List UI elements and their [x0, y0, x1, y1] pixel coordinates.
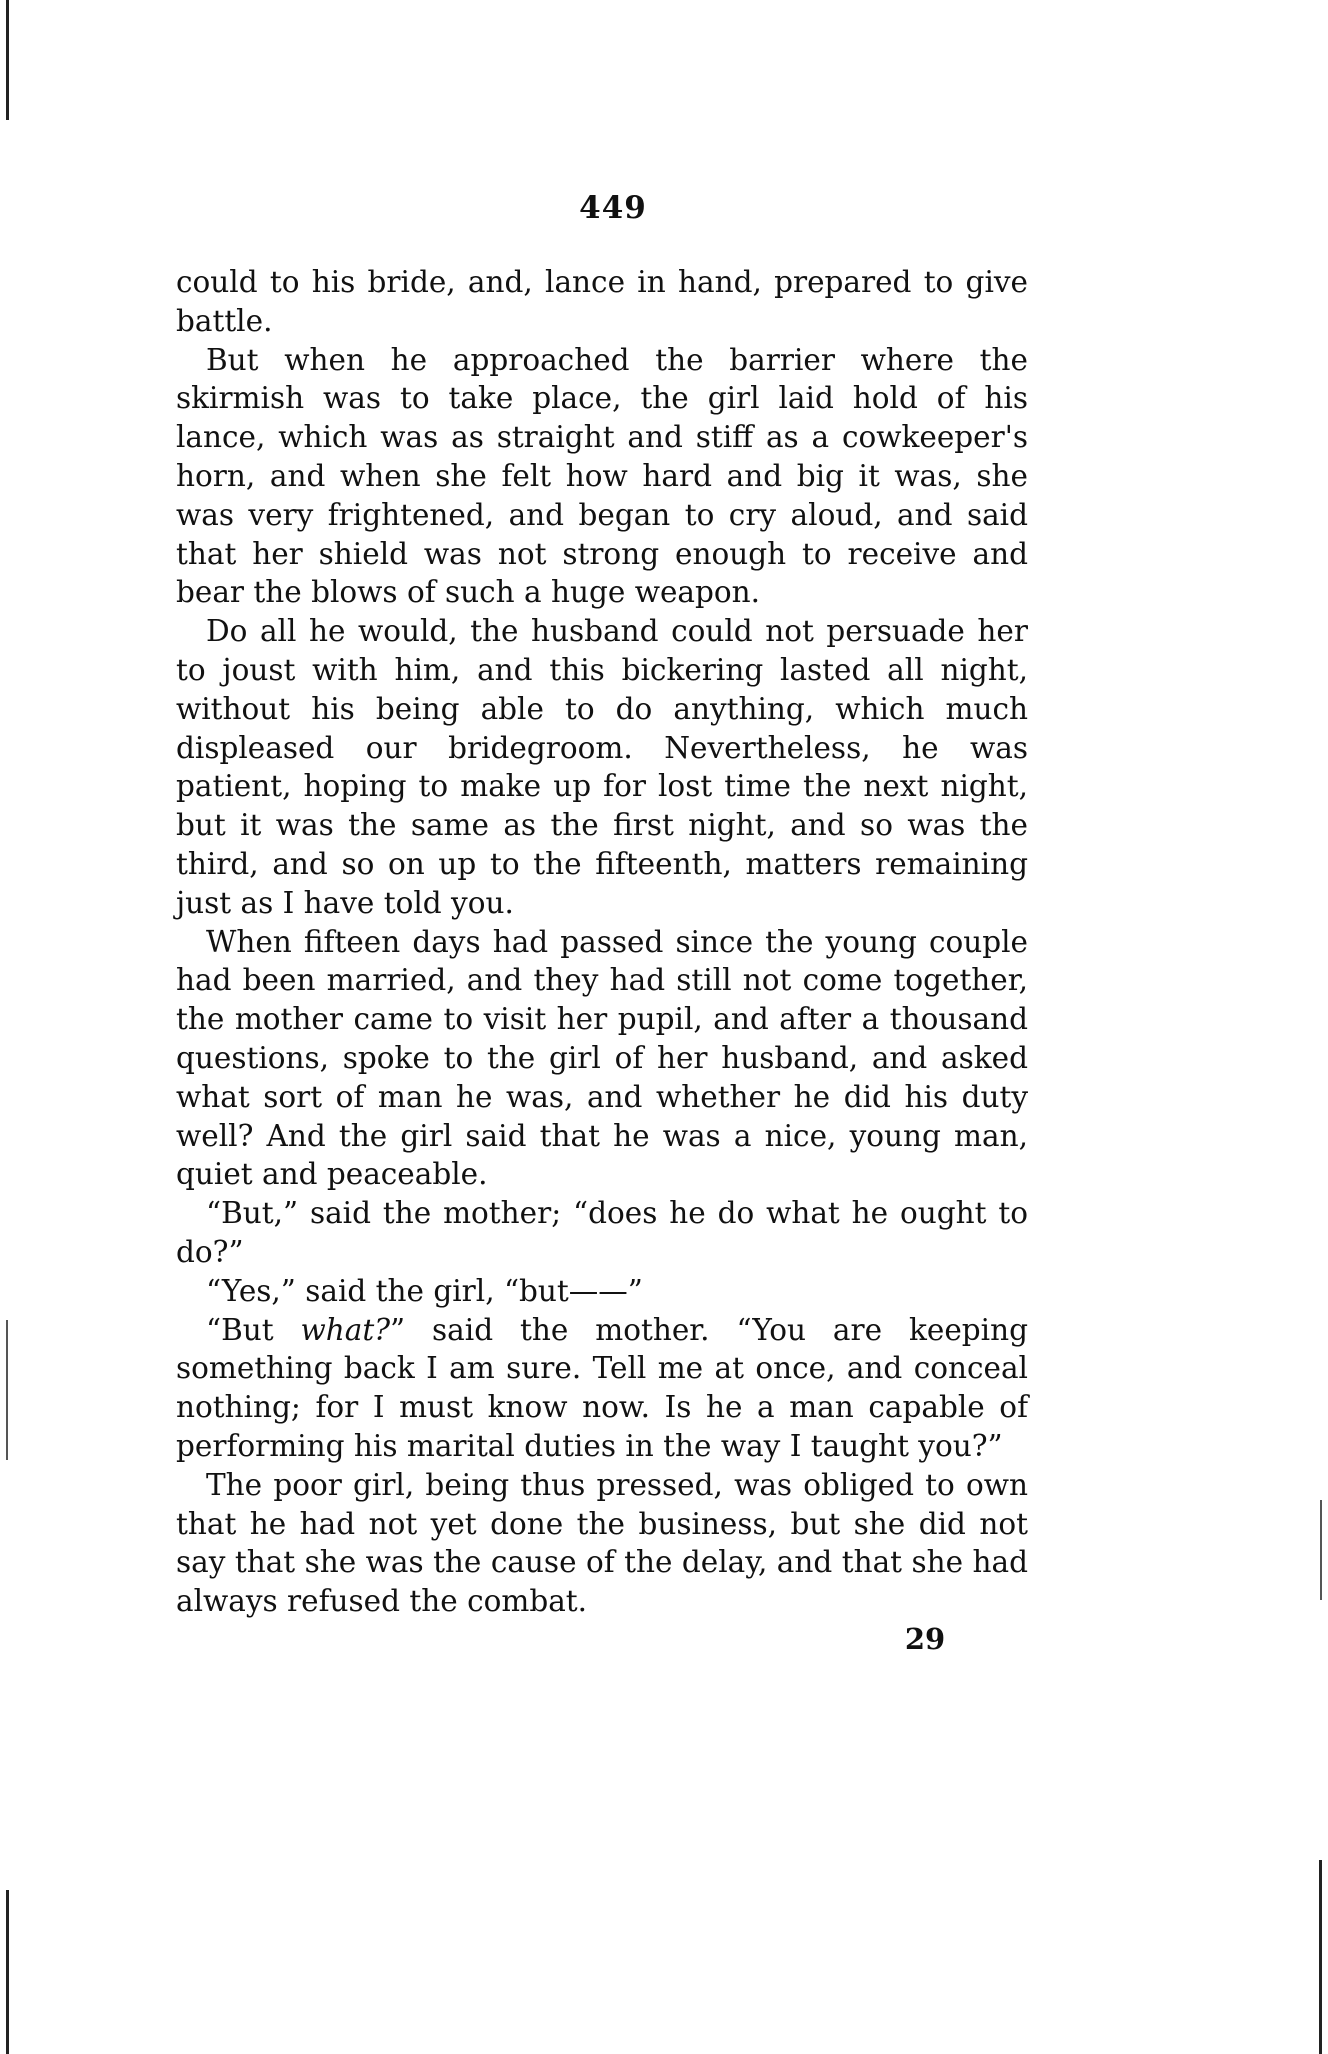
scan-edge-line [1320, 1500, 1322, 1600]
paragraph: “But,” said the mother; “does he do what he ought to do?” [176, 1196, 1028, 1269]
scan-edge-line [6, 1320, 8, 1460]
body-text [176, 263, 1028, 1621]
quote-open: “But [206, 1312, 301, 1347]
paragraph: When fifteen days had passed since the young couple had been married, and they had still not come together, the mother came to visit her pupil, and after a thousand questions, spoke to the girl of her husband, and asked what sort of man he was, and whether he did his duty well? And the girl said that he was a nice, young man, quiet and peaceable. [176, 924, 1028, 1192]
paragraph-continuation: could to his bride, and, lance in hand, prepared to give battle. [176, 265, 1028, 338]
signature-mark: 29 [904, 1622, 946, 1656]
emphasis-word: what? [300, 1312, 391, 1347]
paragraph: The poor girl, being thus pressed, was obliged to own that he had not yet done the business, but she did not say that she was the cause of the delay, and that she had always refused the combat. [176, 1467, 1028, 1619]
scan-edge-line [6, 0, 9, 120]
paragraph: Do all he would, the husband could not persuade her to joust with him, and this bickering lasted all night, without his being able to do anything, which much displeased our bridegroom. Nevertheless, he was patient, hoping to make up for lost time the next night, but it was the same as the first night, and so was the third, and so on up to the fifteenth, matters remaining just as I have told you. [176, 614, 1028, 920]
paragraph: “Yes,” said the girl, “but——” [206, 1273, 643, 1308]
paragraph [176, 1311, 1028, 1466]
paragraph: But when he approached the barrier where the skirmish was to take place, the girl laid hold of his lance, which was as straight and stiff as a cowkeeper's horn, and when she felt how hard and big it was, she was very frightened, and began to cry aloud, and said that her shield was not strong enough to receive and bear the blows of such a huge weapon. [176, 342, 1028, 610]
scan-edge-line [1319, 1860, 1322, 2054]
quote-rest: ” said the mother. “You are keeping something back I am sure. Tell me at once, and conceal nothing; for I must know now. Is he a man capable of performing his marital duties in the way I taught you?” [176, 1312, 1028, 1463]
page-number: 449 [579, 190, 647, 226]
scan-edge-line [6, 1890, 9, 2054]
